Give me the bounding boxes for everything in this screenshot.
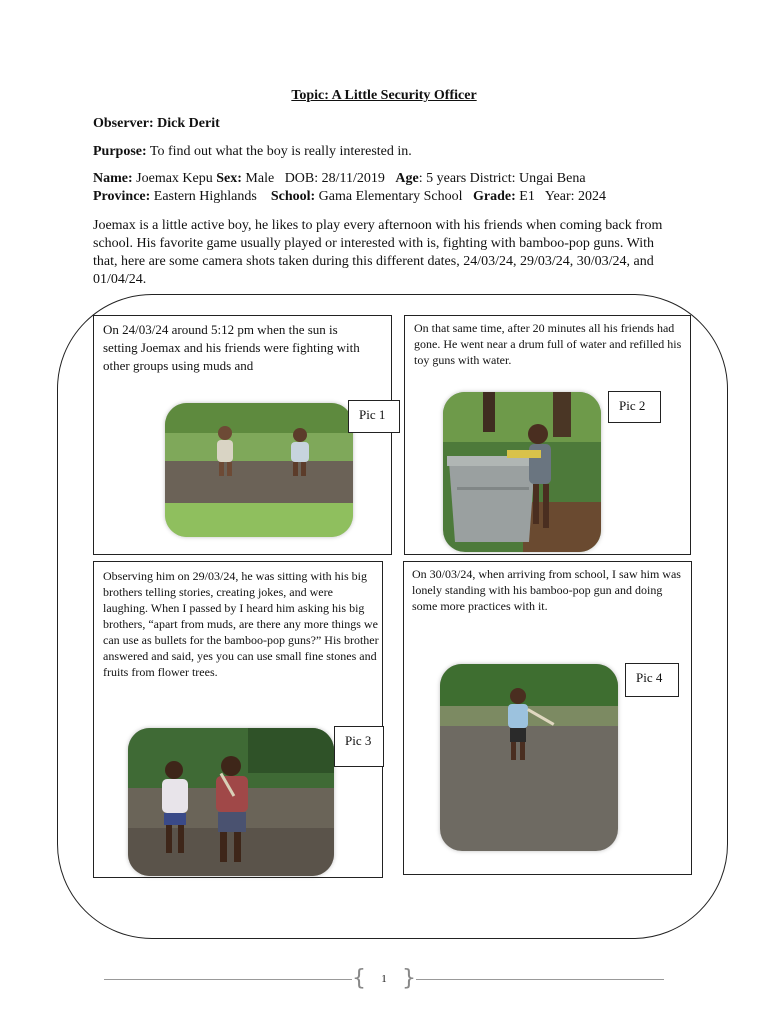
child-info-line-1: [93, 171, 586, 187]
observation-text-2: On that same time, after 20 minutes all his friends had gone. He went near a drum full of water and refilled his toy guns with water.: [414, 321, 682, 367]
observation-text-4: On 30/03/24, when arriving from school, I saw him was lonely standing with his bamboo-pop gun and doing some more practices with it.: [412, 567, 681, 613]
district-value: District: Ungai Bena: [469, 171, 586, 186]
observation-text-1: On 24/03/24 around 5:12 pm when the sun is setting Joemax and his friends were fighting with other groups using muds and: [103, 322, 360, 373]
page-number: 1: [381, 973, 387, 985]
school-label: School:: [270, 189, 316, 204]
document-title: Topic: A Little Security Officer: [291, 88, 477, 103]
pic-4-label: Pic 4: [625, 663, 679, 697]
observation-box-4: [403, 561, 692, 875]
name-value: Joemax Kepu: [136, 171, 213, 186]
sex-label: Sex:: [216, 171, 242, 186]
sex-value: Male: [245, 171, 275, 186]
province-value: Eastern Highlands: [153, 189, 257, 204]
photo-pic-3: [128, 728, 334, 876]
observation-box-1: [93, 315, 392, 555]
footer-divider-right: [416, 979, 664, 980]
grade-label: Grade:: [473, 189, 516, 204]
grade-value: E1: [519, 189, 535, 204]
name-label: Name:: [93, 171, 133, 186]
photo-pic-2: [443, 392, 601, 552]
age-value: : 5 years: [418, 171, 467, 186]
dob-value: DOB: 28/11/2019: [284, 171, 385, 186]
pic-1-label: Pic 1: [348, 400, 400, 433]
purpose-label: Purpose:: [93, 144, 147, 159]
pic-2-label: Pic 2: [608, 391, 661, 423]
photo-pic-1: [165, 403, 353, 537]
intro-paragraph: Joemax is a little active boy, he likes to play every afternoon with his friends when coming back from school. His favorite game usually played or interested with is, fighting with bamboo-pop guns. With that, here are some camera shots taken during this different dates, 24/03/24, 29/03/24, 30/03/24, and 01/04/24.: [93, 218, 663, 287]
footer-divider-left: [104, 979, 352, 980]
observer-label: Observer:: [93, 116, 154, 131]
purpose-line: [93, 144, 412, 160]
province-label: Province:: [93, 189, 151, 204]
observation-box-2: [404, 315, 691, 555]
school-value: Gama Elementary School: [318, 189, 463, 204]
pic-3-label: Pic 3: [334, 726, 384, 767]
age-label: Age: [395, 171, 419, 186]
child-info-line-2: [93, 189, 606, 205]
left-brace-icon: {: [352, 966, 366, 991]
observer-value: Dick Derit: [157, 116, 220, 131]
observation-box-3: [93, 561, 383, 878]
observer-line: [93, 116, 220, 132]
purpose-value: To find out what the boy is really interested in.: [149, 144, 412, 159]
photo-pic-4: [440, 664, 618, 851]
year-value: Year: 2024: [544, 189, 607, 204]
observation-text-3: Observing him on 29/03/24, he was sitting with his big brothers telling stories, creating jokes, and were laughing. When I passed by I heard him asking his big brothers, “apart from muds, are there any more things we can use as bullets for the bamboo-pop guns?” His brother answered and said, yes you can use small fine stones and fruits from flower trees.: [103, 569, 379, 679]
right-brace-icon: }: [402, 966, 416, 991]
